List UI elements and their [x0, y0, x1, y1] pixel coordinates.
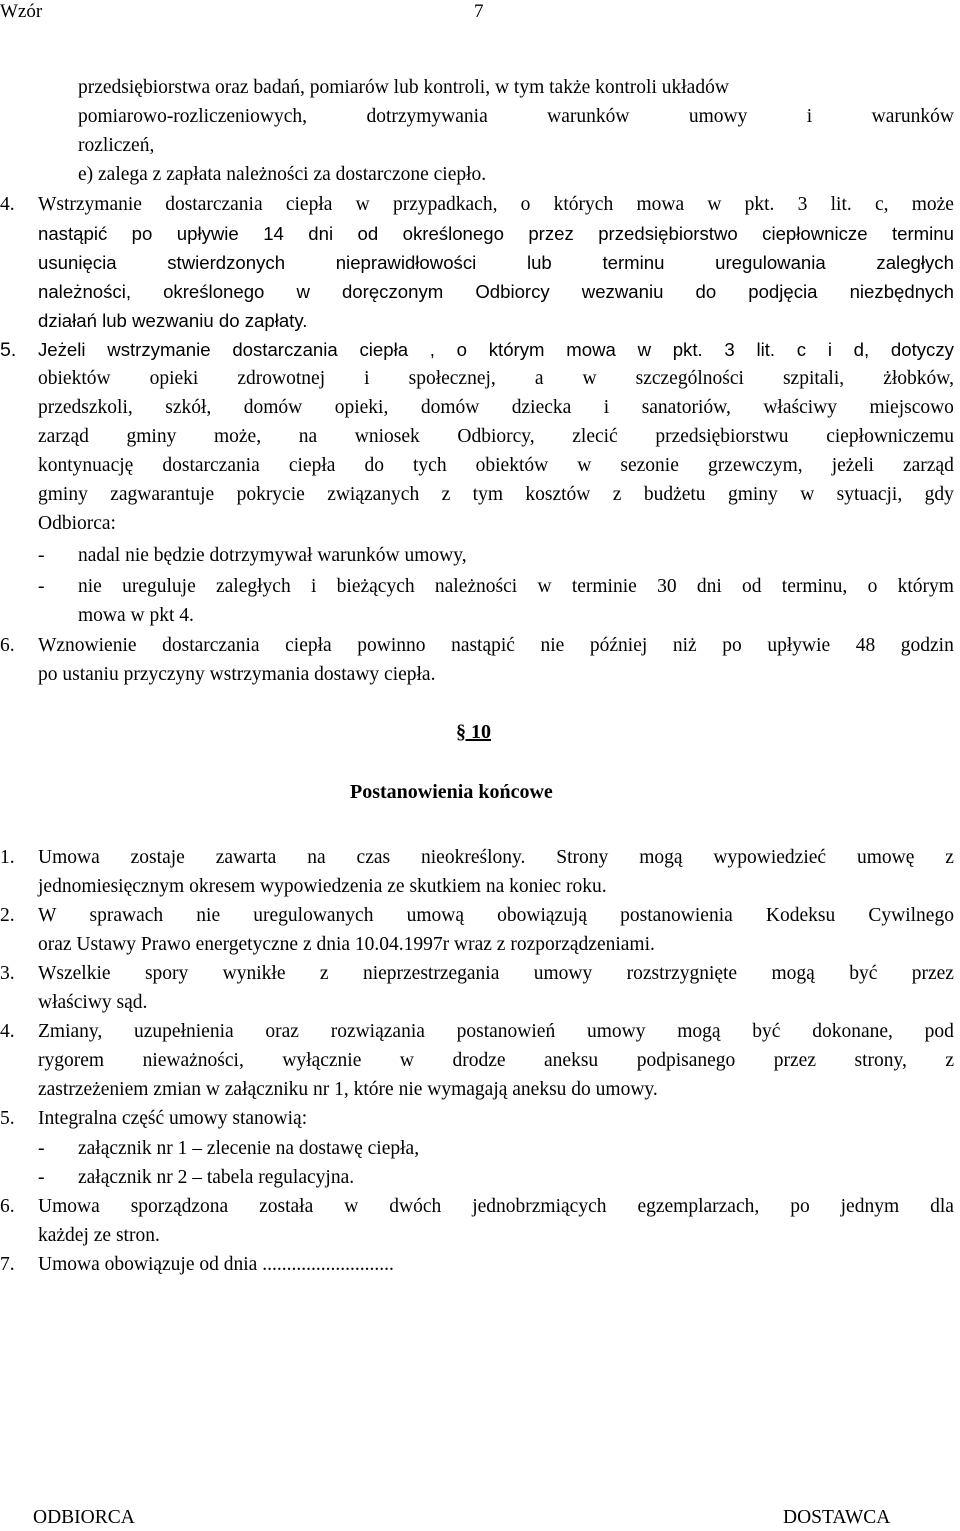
- final-item-number: 4.: [0, 1021, 15, 1042]
- item-4-line-1: Wstrzymanie dostarczania ciepła w przypadkach, o których mowa w pkt. 3 lit. c, może: [38, 194, 954, 215]
- final-item-3-line-1: Wszelkie spory wynikłe z nieprzestrzegania umowy rozstrzygnięte mogą być przez: [38, 963, 954, 984]
- item-5-line-7: Odbiorca:: [38, 513, 116, 534]
- item-6-line-2: po ustaniu przyczyny wstrzymania dostawy ciepła.: [38, 664, 436, 685]
- final-item-number: 2.: [0, 905, 15, 926]
- item-4-line-3: usunięcia stwierdzonych nieprawidłowości lub terminu uregulowania zaległych: [38, 252, 954, 273]
- item-4-number: 4.: [0, 194, 15, 215]
- dash-marker: -: [38, 576, 45, 597]
- final-item-3-line-2: właściwy sąd.: [38, 992, 148, 1013]
- item-4-line-4: należności, określonego w doręczonym Odbiorcy wezwaniu do podjęcia niezbędnych: [38, 281, 954, 302]
- attachment-item: załącznik nr 2 – tabela regulacyjna.: [78, 1167, 355, 1188]
- item-4-line-5: działań lub wezwaniu do zapłaty.: [38, 310, 308, 331]
- item-5-line-4: zarząd gminy może, na wniosek Odbiorcy, zlecić przedsiębiorstwu ciepłowniczemu: [38, 426, 954, 447]
- final-item-4-line-3: zastrzeżeniem zmian w załączniku nr 1, które nie wymagają aneksu do umowy.: [38, 1079, 658, 1100]
- item-4-line-2: nastąpić po upływie 14 dni od określonego przez przedsiębiorstwo ciepłownicze terminu: [38, 223, 954, 244]
- dash-marker: -: [38, 1138, 45, 1159]
- item-5-number: 5.: [0, 339, 17, 361]
- item-e: e) zalega z zapłata należności za dostarczone ciepło.: [78, 164, 487, 185]
- item-5-line-3: przedszkoli, szkół, domów opieki, domów dziecka i sanatoriów, właściwy miejscowo: [38, 397, 954, 418]
- page-number: 7: [474, 1, 484, 22]
- item-6-line-1: Wznowienie dostarczania ciepła powinno nastąpić nie później niż po upływie 48 godzin: [38, 635, 954, 656]
- final-item-5-line-1: Integralna część umowy stanowią:: [38, 1108, 308, 1129]
- header-label: Wzór: [0, 1, 43, 22]
- signature-supplier: DOSTAWCA: [783, 1507, 891, 1528]
- final-item-7-line-1: Umowa obowiązuje od dnia ...........................: [38, 1254, 394, 1275]
- item-5-dash-2-line-2: mowa w pkt 4.: [78, 605, 194, 626]
- final-item-6-line-2: każdej ze stron.: [38, 1225, 160, 1246]
- final-item-2-line-2: oraz Ustawy Prawo energetyczne z dnia 10.04.1997r wraz z rozporządzeniami.: [38, 934, 655, 955]
- final-item-6-line-1: Umowa sporządzona została w dwóch jednobrzmiących egzemplarzach, po jednym dla: [38, 1196, 954, 1217]
- final-item-number: 1.: [0, 847, 15, 868]
- item-6-number: 6.: [0, 635, 15, 656]
- item-5-line-5: kontynuację dostarczania ciepła do tych obiektów w sezonie grzewczym, jeżeli zarząd: [38, 455, 954, 476]
- final-item-4-line-1: Zmiany, uzupełnienia oraz rozwiązania postanowień umowy mogą być dokonane, pod: [38, 1021, 954, 1042]
- final-item-number: 3.: [0, 963, 15, 984]
- final-item-number: 7.: [0, 1254, 15, 1275]
- final-item-1-line-2: jednomiesięcznym okresem wypowiedzenia ze skutkiem na koniec roku.: [38, 876, 607, 897]
- item-5-dash-2-line-1: nie ureguluje zaległych i bieżących należności w terminie 30 dni od terminu, o którym: [78, 576, 954, 597]
- dash-marker: -: [38, 545, 45, 566]
- final-item-1-line-1: Umowa zostaje zawarta na czas nieokreślony. Strony mogą wypowiedzieć umowę z: [38, 847, 954, 868]
- signature-client: ODBIORCA: [33, 1507, 135, 1528]
- final-item-2-line-1: W sprawach nie uregulowanych umową obowiązują postanowienia Kodeksu Cywilnego: [38, 905, 954, 926]
- final-item-4-line-2: rygorem nieważności, wyłącznie w drodze aneksu podpisanego przez strony, z: [38, 1050, 954, 1071]
- final-item-number: 5.: [0, 1108, 15, 1129]
- final-item-number: 6.: [0, 1196, 15, 1217]
- section-title: Postanowienia końcowe: [350, 781, 553, 803]
- paragraph-label: § 10: [456, 721, 491, 743]
- attachment-item: załącznik nr 1 – zlecenie na dostawę ciepła,: [78, 1138, 420, 1159]
- dash-marker: -: [38, 1167, 45, 1188]
- p3-cont-line-3: rozliczeń,: [78, 135, 155, 156]
- item-5-line-1: Jeżeli wstrzymanie dostarczania ciepła , o którym mowa w pkt. 3 lit. c i d, dotyczy: [38, 339, 954, 360]
- p3-cont-line-2: pomiarowo-rozliczeniowych, dotrzymywania warunków umowy i warunków: [78, 106, 954, 127]
- item-5-line-2: obiektów opieki zdrowotnej i społecznej, a w szczególności szpitali, żłobków,: [38, 368, 954, 389]
- p3-cont-line-1: przedsiębiorstwa oraz badań, pomiarów lub kontroli, w tym także kontroli układów: [78, 77, 729, 98]
- item-5-line-6: gminy zagwarantuje pokrycie związanych z tym kosztów z budżetu gminy w sytuacji, gdy: [38, 484, 954, 505]
- item-5-dash-1: nadal nie będzie dotrzymywał warunków umowy,: [78, 545, 467, 566]
